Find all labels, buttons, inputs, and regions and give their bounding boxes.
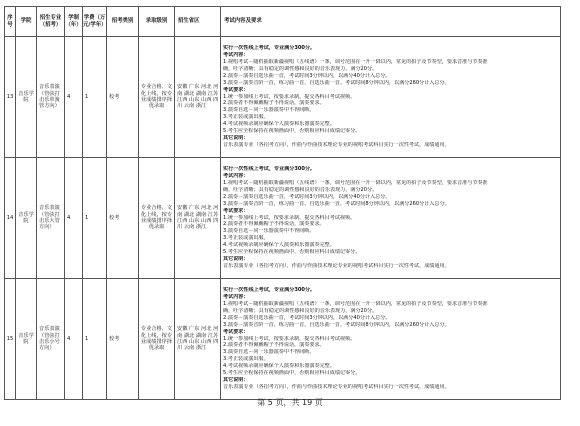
cell-years: 4	[65, 37, 83, 158]
requirement-line: 5.考生应全程保持在视频画面中，否则相应科目成绩记零分。	[223, 249, 361, 256]
requirement-line: 确，吐字清晰；具有稳定的调性感和良好的音乐表现力，满分20分。	[223, 307, 378, 314]
header-fee: 学费（万元/学年）	[83, 7, 107, 37]
requirement-line: 3.考正装或演出服。	[223, 235, 269, 242]
requirement-line: 3.考正装或演出服。	[223, 114, 269, 121]
header-major: 招生专业（招考）	[37, 7, 65, 37]
requirement-line: 5.考生应全程保持在视频画面中，否则相应科目成绩记零分。	[223, 128, 361, 135]
requirement-line: 3.演奏自选－同一乐器演奏中不得间断。	[223, 349, 315, 356]
cell-provinces: 安徽 广东 河北 河南 湖北 湖南 江苏 江西 山东 山西 四川 云南 浙江	[175, 279, 221, 400]
cell-major: 音乐表演（管弦打击乐小号方向）	[37, 279, 65, 400]
cell-fee: 1	[83, 158, 107, 279]
cell-provinces: 安徽 广东 河北 河南 湖北 湖南 江苏 江西 山东 山西 四川 云南 浙江	[175, 37, 221, 158]
requirement-line: 3.演奏－演奏音阶一首，练习曲一首，自选乐曲一首。考试时间8分钟以内，以满分260分计入总分。	[223, 200, 450, 207]
requirement-line: 2.演奏者不得佩戴帽子不得说话，演奏要求。	[223, 100, 325, 107]
cell-level: 专业合格、文化上线，按专业成绩排序择优录取	[139, 279, 175, 400]
cell-level: 专业合格、文化上线，按专业成绩排序择优录取	[139, 37, 175, 158]
cell-requirements	[221, 37, 561, 158]
requirement-line: 音乐表演专业（各招考方向），作曲与作曲技术理论专业的视唱考试科目实行一次性考试，成绩通用。	[223, 141, 450, 148]
requirement-line: 3.考正装或演出服。	[223, 356, 269, 363]
requirement-line: 1.视唱考试－随机抽取新疆视唱（五线谱）一条，调号范围在一升一降以内，常见的拍子及节奏型，要求音准与节奏准	[223, 180, 488, 187]
cell-fee: 1	[83, 37, 107, 158]
header-category: 招考类别	[107, 7, 139, 37]
cell-category: 校考	[107, 37, 139, 158]
cell-category: 校考	[107, 158, 139, 279]
cell-college: 音乐学院	[16, 158, 37, 279]
requirement-heading: 考试要求：	[223, 86, 249, 93]
header-college: 学院	[16, 7, 37, 37]
table-row	[5, 37, 561, 158]
requirement-heading: 其它说明：	[223, 255, 249, 262]
requirement-line: 2.演奏－演奏自选乐曲一首，考试时间3分钟以内，以满分40分计入总分。	[223, 314, 391, 321]
requirement-heading: 实行一次性线上考试，专业满分300分。	[223, 45, 316, 52]
requirement-heading: 其它说明：	[223, 376, 249, 383]
requirement-line: 1.视唱考试－随机抽取新疆视唱（五线谱）一条，调号范围在一升一降以内，常见的拍子及节奏型，要求音准与节奏准	[223, 59, 488, 66]
requirement-line: 3.演奏自选－同一乐器演奏中不得间断。	[223, 107, 315, 114]
requirement-line: 3.演奏自选－同一乐器演奏中不得间断。	[223, 228, 315, 235]
requirement-heading: 实行一次性线上考试，专业满分300分。	[223, 166, 316, 173]
document-page	[4, 6, 578, 400]
cell-seq: 14	[5, 158, 16, 279]
requirement-line: 1.统一参加线上考试，按要求录制，提交各科目考试视频。	[223, 214, 356, 221]
requirement-heading: 其它说明：	[223, 134, 249, 141]
cell-college: 音乐学院	[16, 37, 37, 158]
requirement-line: 1.统一参加线上考试，按要求录制，提交各科目考试视频。	[223, 335, 356, 342]
page-footer: 第 5 页，共 19 页	[257, 398, 323, 407]
cell-major: 音乐表演（管弦打击乐单簧管方向）	[37, 37, 65, 158]
requirement-line: 2.演奏－演奏自选乐曲一首，考试时间3分钟以内，以满分40分计入总分。	[223, 72, 391, 79]
cell-college: 音乐学院	[16, 279, 37, 400]
header-seq: 序号	[5, 7, 16, 37]
table-row	[5, 279, 561, 400]
requirement-line: 确，吐字清晰；具有稳定的调性感和良好的音乐表现力，满分20分。	[223, 65, 378, 72]
cell-years: 4	[65, 158, 83, 279]
requirement-heading: 考试要求：	[223, 207, 249, 214]
requirement-heading: 实行一次性线上考试，专业满分300分。	[223, 287, 316, 294]
requirement-line: 音乐表演专业（各招考方向），作曲与作曲技术理论专业的视唱考试科目实行一次性考试，成绩通用。	[223, 383, 450, 390]
cell-major: 音乐表演（管弦打击乐大管方向）	[37, 158, 65, 279]
cell-requirements	[221, 158, 561, 279]
header-requirements: 考试内容及要求	[221, 7, 561, 37]
header-provinces: 招生省区	[175, 7, 221, 37]
requirement-line: 4.考试视频录制应确保个人演奏和乐器演奏完整。	[223, 363, 335, 370]
cell-years: 4	[65, 279, 83, 400]
requirement-heading: 考试要求：	[223, 328, 249, 335]
requirement-heading: 考试内容：	[223, 294, 249, 301]
header-level: 录取级别	[139, 7, 175, 37]
table-header-row	[5, 7, 561, 37]
requirement-line: 2.演奏者不得佩戴帽子不得说话，演奏要求。	[223, 342, 325, 349]
header-years: 学制（年）	[65, 7, 83, 37]
requirement-line: 2.演奏者不得佩戴帽子不得说话，演奏要求。	[223, 221, 325, 228]
cell-seq: 15	[5, 279, 16, 400]
table-row	[5, 158, 561, 279]
cell-requirements	[221, 279, 561, 400]
requirement-line: 音乐表演专业（各招考方向），作曲与作曲技术理论专业的视唱考试科目实行一次性考试，成绩通用。	[223, 262, 450, 269]
requirement-heading: 考试内容：	[223, 52, 249, 59]
requirement-line: 4.考试视频录制应确保个人演奏和乐器演奏完整。	[223, 121, 335, 128]
requirement-line: 2.演奏－演奏自选乐曲一首，考试时间3分钟以内，以满分40分计入总分。	[223, 193, 391, 200]
requirement-line: 5.考生应全程保持在视频画面中，否则相应科目成绩记零分。	[223, 370, 361, 377]
cell-seq: 13	[5, 37, 16, 158]
requirement-line: 1.视唱考试－随机抽取新疆视唱（五线谱）一条，调号范围在一升一降以内，常见的拍子及节奏型，要求音准与节奏准	[223, 301, 488, 308]
requirement-line: 1.统一参加线上考试，按要求录制，提交各科目考试视频。	[223, 93, 356, 100]
cell-provinces: 安徽 广东 河北 河南 湖北 湖南 江苏 江西 山东 山西 四川 云南 浙江	[175, 158, 221, 279]
cell-fee: 1	[83, 279, 107, 400]
requirement-line: 4.考试视频录制应确保个人演奏和乐器演奏完整。	[223, 242, 335, 249]
admissions-table	[4, 6, 561, 400]
cell-level: 专业合格、文化上线，按专业成绩排序择优录取	[139, 158, 175, 279]
requirement-heading: 考试内容：	[223, 173, 249, 180]
cell-category: 校考	[107, 279, 139, 400]
requirement-line: 确，吐字清晰；具有稳定的调性感和良好的音乐表现力，满分20分。	[223, 186, 378, 193]
requirement-line: 3.演奏－演奏音阶一首，练习曲一首，自选乐曲一首。考试时间8分钟以内，以满分260分计入总分。	[223, 321, 450, 328]
requirement-line: 3.演奏－演奏音阶一首，练习曲一首，自选乐曲一首。考试时间8分钟以内，以满分260分计入总分。	[223, 79, 450, 86]
